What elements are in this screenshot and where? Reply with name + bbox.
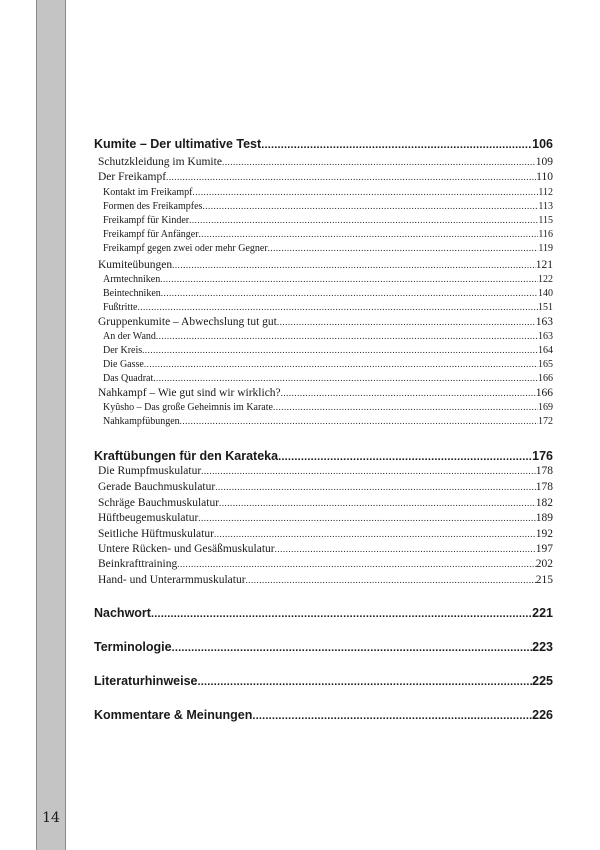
toc-entry-page: 119: [538, 243, 553, 254]
toc-entry: [94, 137, 553, 151]
toc-entry: [94, 243, 553, 254]
toc-entry-title: Hand- und Unterarmmuskulatur: [98, 574, 246, 586]
toc-dot-leader: [151, 608, 532, 620]
toc-entry-title: Kommentare & Meinungen: [94, 708, 253, 722]
toc-entry: [94, 543, 553, 555]
toc-entry-page: 165: [538, 359, 553, 370]
toc-entry-page: 151: [538, 302, 553, 313]
toc-entry-page: 166: [535, 387, 553, 399]
toc-entry-title: Der Freikampf: [98, 171, 167, 183]
toc-entry: [94, 387, 553, 399]
toc-entry: [94, 187, 553, 198]
toc-entry: [94, 156, 553, 168]
toc-entry-title: Die Gasse: [103, 359, 144, 370]
toc-entry: [94, 331, 553, 342]
toc-entry: [94, 465, 553, 477]
toc-entry-page: 226: [532, 708, 553, 722]
toc-dot-leader: [192, 187, 538, 197]
toc-entry-page: 113: [538, 201, 553, 212]
toc-entry-title: Schräge Bauchmuskulatur: [98, 497, 220, 509]
toc-dot-leader: [153, 373, 538, 383]
toc-dot-leader: [189, 215, 538, 225]
toc-entry-title: Nachwort: [94, 606, 151, 620]
toc-entry: [94, 416, 553, 427]
toc-entry-page: 164: [538, 345, 553, 356]
toc-entry-page: 115: [538, 215, 553, 226]
toc-dot-leader: [281, 388, 536, 398]
toc-dot-leader: [199, 229, 539, 239]
toc-entry-title: Freikampf für Anfänger: [103, 229, 199, 240]
toc-entry-title: Freikampf für Kinder: [103, 215, 190, 226]
toc-entry: [94, 708, 553, 722]
toc-entry-page: 109: [535, 156, 553, 168]
toc-entry-page: 121: [535, 259, 553, 271]
toc-entry: [94, 201, 553, 212]
toc-dot-leader: [144, 359, 538, 369]
toc-entry-title: Kumite – Der ultimative Test: [94, 137, 262, 151]
toc-entry-page: 215: [535, 574, 553, 586]
toc-dot-leader: [202, 201, 538, 211]
page-number: 14: [42, 810, 60, 826]
toc-entry-title: Kumiteübungen: [98, 259, 173, 271]
toc-entry-page: 202: [535, 558, 553, 570]
toc-entry: [94, 497, 553, 509]
toc-entry: [94, 302, 553, 313]
toc-dot-leader: [180, 416, 538, 426]
toc-dot-leader: [214, 529, 536, 539]
toc-entry-title: Terminologie: [94, 640, 172, 654]
toc-entry-page: 225: [532, 674, 553, 688]
toc-entry: [94, 674, 553, 688]
toc-entry: [94, 512, 553, 524]
toc-entry-title: Freikampf gegen zwei oder mehr Gegner: [103, 243, 268, 254]
toc-entry-title: Schutzkleidung im Kumite: [98, 156, 222, 168]
toc-entry: [94, 574, 553, 586]
toc-entry-page: 178: [535, 465, 553, 477]
toc-entry-title: Gruppenkumite – Abwechslung tut gut: [98, 316, 277, 328]
toc-entry-title: Untere Rücken- und Gesäßmuskulatur: [98, 543, 275, 555]
toc-dot-leader: [275, 544, 536, 554]
toc-entry-title: Seitliche Hüftmuskulatur: [98, 528, 214, 540]
toc-dot-leader: [166, 172, 536, 182]
toc-entry-title: Das Quadrat: [103, 373, 154, 384]
toc-entry: [94, 640, 553, 654]
toc-entry-page: 189: [535, 512, 553, 524]
toc-entry: [94, 558, 553, 570]
toc-entry-page: 163: [535, 316, 553, 328]
toc-dot-leader: [261, 139, 532, 151]
side-strip: [36, 0, 66, 850]
toc-entry-page: 106: [532, 137, 553, 151]
toc-entry: [94, 449, 553, 463]
toc-entry-title: Hüftbeugemuskulatur: [98, 512, 199, 524]
toc-entry: [94, 345, 553, 356]
toc-dot-leader: [137, 302, 538, 312]
toc-dot-leader: [268, 243, 539, 253]
toc-dot-leader: [172, 260, 536, 270]
toc-entry-title: Fußtritte: [103, 302, 138, 313]
toc-dot-leader: [273, 402, 538, 412]
toc-entry: [94, 215, 553, 226]
toc-entry-title: Der Kreis: [103, 345, 143, 356]
toc-entry-title: Armtechniken: [103, 274, 161, 285]
toc-entry-page: 221: [532, 606, 553, 620]
toc-dot-leader: [156, 331, 538, 341]
toc-entry: [94, 481, 553, 493]
toc-entry-title: Beintechniken: [103, 288, 161, 299]
toc-dot-leader: [198, 676, 533, 688]
toc-entry-title: Formen des Freikampfes: [103, 201, 203, 212]
toc-entry-page: 176: [532, 449, 553, 463]
toc-entry: [94, 402, 553, 413]
toc-entry-title: Literaturhinweise: [94, 674, 198, 688]
toc-entry-title: Kraftübungen für den Karateka: [94, 449, 279, 463]
toc-dot-leader: [142, 345, 538, 355]
toc-dot-leader: [198, 513, 535, 523]
toc-dot-leader: [246, 575, 536, 585]
toc-entry-title: Nahkampf – Wie gut sind wir wirklich?: [98, 387, 281, 399]
toc-entry-page: 197: [535, 543, 553, 555]
toc-entry-page: 112: [538, 187, 553, 198]
toc-entry-title: An der Wand: [103, 331, 156, 342]
toc-entry: [94, 259, 553, 271]
toc-entry-title: Beinkrafttraining: [98, 558, 178, 570]
toc-entry-title: Nahkampfübungen: [103, 416, 180, 427]
toc-entry: [94, 606, 553, 620]
toc-entry-page: 172: [538, 416, 553, 427]
toc-entry: [94, 171, 553, 183]
toc-entry: [94, 288, 553, 299]
toc-dot-leader: [177, 559, 536, 569]
toc-entry-page: 122: [538, 274, 553, 285]
toc-dot-leader: [278, 451, 532, 463]
toc-entry-title: Die Rumpfmuskulatur: [98, 465, 202, 477]
toc-dot-leader: [277, 317, 536, 327]
toc-entry-page: 140: [538, 288, 553, 299]
toc-entry-page: 182: [535, 497, 553, 509]
toc-entry-page: 116: [538, 229, 553, 240]
toc-entry-title: Kontakt im Freikampf: [103, 187, 193, 198]
toc-dot-leader: [172, 642, 533, 654]
toc-dot-leader: [252, 710, 532, 722]
toc-entry-page: 192: [535, 528, 553, 540]
toc-dot-leader: [160, 274, 538, 284]
toc-entry: [94, 373, 553, 384]
toc-entry-page: 178: [535, 481, 553, 493]
toc-entry-page: 163: [538, 331, 553, 342]
toc-dot-leader: [161, 288, 538, 298]
toc-entry: [94, 359, 553, 370]
toc-entry-title: Gerade Bauchmuskulatur: [98, 481, 216, 493]
toc-entry-page: 169: [538, 402, 553, 413]
toc-entry: [94, 316, 553, 328]
toc-entry-page: 166: [538, 373, 553, 384]
toc-entry-page: 223: [532, 640, 553, 654]
page-margin: [0, 0, 36, 850]
toc-entry: [94, 528, 553, 540]
toc-dot-leader: [215, 482, 536, 492]
toc-entry-title: Kyûsho – Das große Geheimnis im Karate: [103, 402, 273, 413]
toc-dot-leader: [201, 466, 536, 476]
toc-dot-leader: [222, 157, 536, 167]
toc-entry: [94, 229, 553, 240]
toc-entry-page: 110: [536, 171, 553, 183]
toc-dot-leader: [219, 498, 536, 508]
toc-entry: [94, 274, 553, 285]
